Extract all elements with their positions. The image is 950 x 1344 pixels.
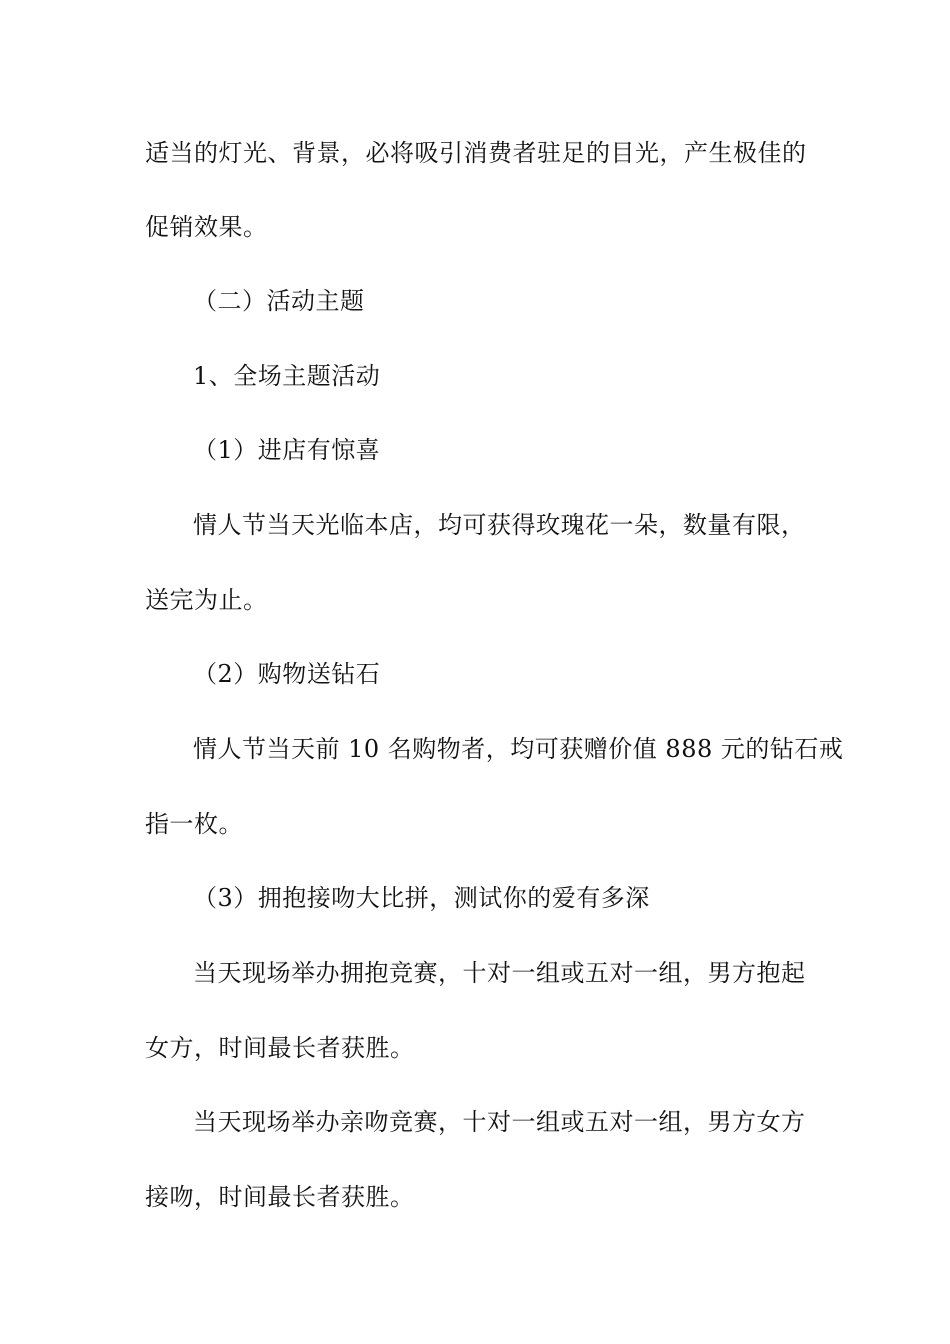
subsection-heading: 1、全场主题活动 [193, 362, 381, 390]
paragraph-line: 当天现场举办拥抱竞赛，十对一组或五对一组，男方抱起 [193, 959, 806, 987]
paragraph-line: 送完为止。 [145, 586, 268, 614]
item-heading: （2）购物送钻石 [193, 660, 381, 688]
paragraph-line: 当天现场举办亲吻竞赛，十对一组或五对一组，男方女方 [193, 1108, 806, 1136]
paragraph-line: 情人节当天前 10 名购物者，均可获赠价值 888 元的钻石戒 [193, 735, 844, 763]
paragraph-line: 女方，时间最长者获胜。 [145, 1034, 415, 1062]
item-heading: （3）拥抱接吻大比拼，测试你的爱有多深 [193, 884, 650, 912]
paragraph-line: 指一枚。 [145, 810, 243, 838]
item-heading: （1）进店有惊喜 [193, 436, 381, 464]
paragraph-line: 接吻，时间最长者获胜。 [145, 1183, 415, 1211]
paragraph-line: 情人节当天光临本店，均可获得玫瑰花一朵，数量有限， [193, 511, 806, 539]
section-heading: （二）活动主题 [193, 287, 365, 315]
paragraph-line: 促销效果。 [145, 213, 268, 241]
paragraph-line: 适当的灯光、背景，必将吸引消费者驻足的目光，产生极佳的 [145, 139, 807, 167]
